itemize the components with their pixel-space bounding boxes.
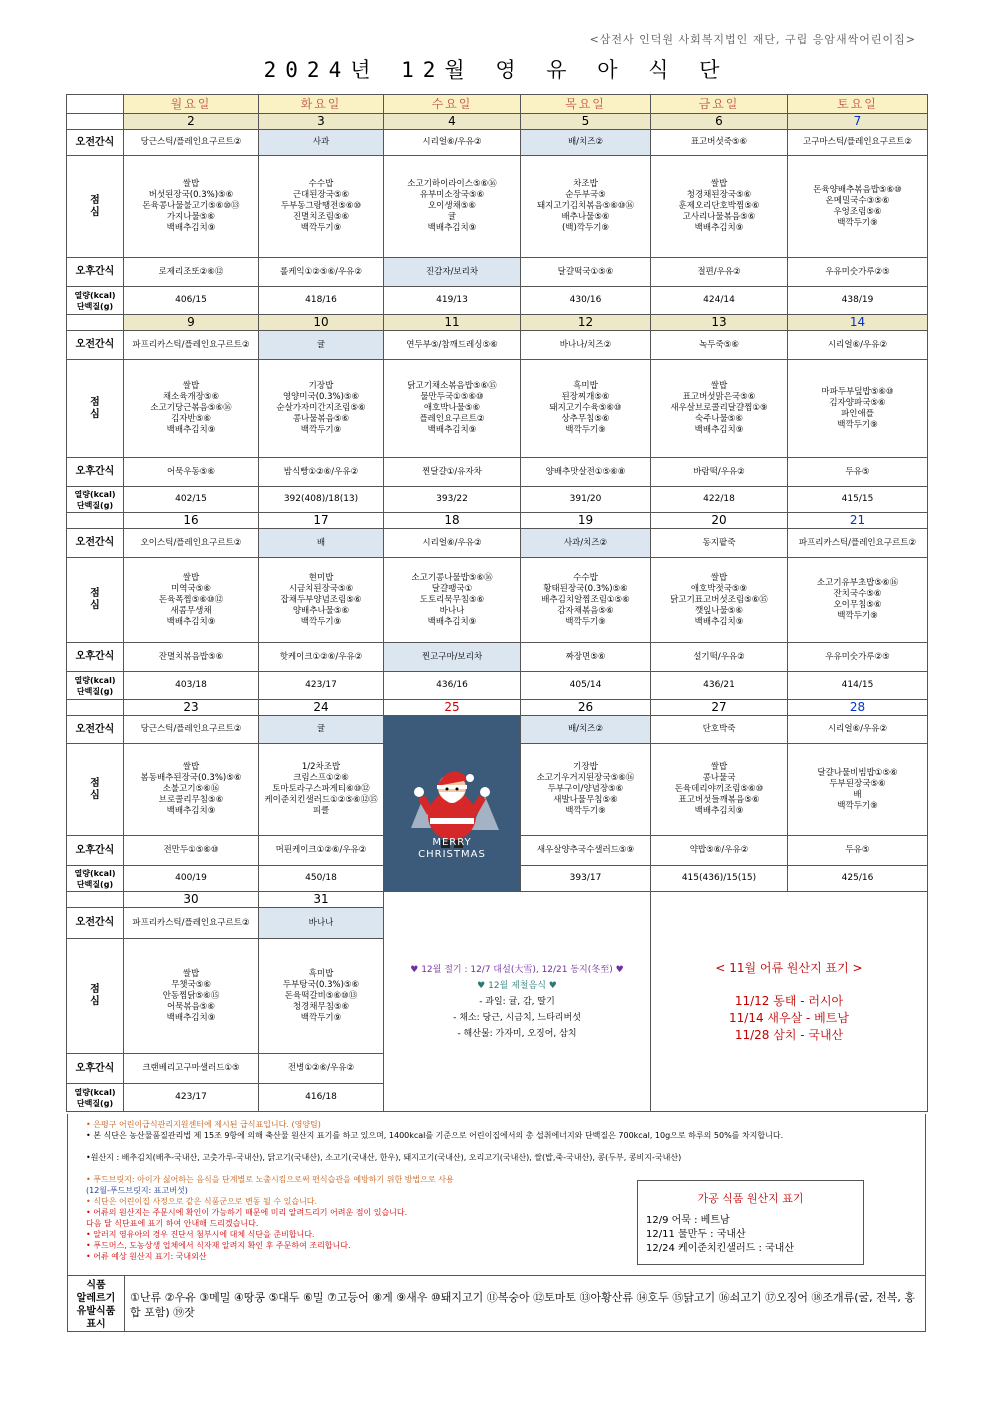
pm-snack-cell: 양배추맛살전①⑤⑥⑧: [521, 458, 651, 487]
lunch-label-1: 점: [90, 588, 100, 599]
pm-snack-cell: 잔멸치볶음밥⑤⑥: [124, 643, 259, 672]
date-cell: 4: [384, 114, 521, 130]
lunch-label: [67, 156, 124, 258]
date-cell: 18: [384, 513, 521, 529]
energy-cell: 393/17: [521, 866, 651, 892]
pm-snack-cell: 짜장면⑤⑥: [521, 643, 651, 672]
date-cell: 25: [384, 700, 521, 716]
am-snack-label: 오전간식: [67, 529, 124, 558]
holiday-text: MERRY CHRISTMAS: [418, 837, 486, 860]
am-snack-cell: 시리얼⑥/우유②: [384, 529, 521, 558]
fish-origin-item: 11/12 동태 - 러시아: [734, 993, 844, 1008]
lunch-cell: 1/2차조밥 크림스프①②⑥ 토마토라구스파게티⑥⑩⑫ 케이준치킨샐러드①②⑤⑥⑫⑮ 피클: [259, 744, 384, 836]
lunch-label-1: 점: [90, 777, 100, 789]
energy-cell: 414/15: [788, 672, 928, 700]
lunch-cell: 소고기유부초밥⑤⑥⑯ 잔치국수⑤⑥ 오이무침⑤⑥ 백깍두기⑨: [788, 558, 928, 643]
lunch-cell: 닭고기채소볶음밥⑤⑥⑮ 물만두국①⑤⑥⑩ 애호박나물⑤⑥ 플레인요구르트② 백배추김치⑨: [384, 360, 521, 458]
am-snack-cell: 사과: [259, 130, 384, 156]
energy-cell: 391/20: [521, 487, 651, 513]
am-snack-cell: 파프리카스틱/플레인요구르트②: [124, 908, 259, 939]
date-cell: 26: [521, 700, 651, 716]
lunch-cell: 소고기하이라이스⑤⑥⑯ 유부미소장국⑤⑥ 오이생채⑤⑥ 귤 백배추김치⑨: [384, 156, 521, 258]
lunch-label-2: 심: [90, 600, 100, 611]
energy-label: 열량(kcal) 단백질(g): [67, 672, 124, 700]
am-snack-cell: 바나나/치즈②: [521, 331, 651, 360]
day-header: 토요일: [788, 95, 928, 114]
pm-snack-label: 오후간식: [67, 1054, 124, 1084]
fish-origin-cell: [651, 892, 928, 1112]
pm-snack-cell: 진감자/보리차: [384, 258, 521, 287]
week-date-label: [67, 892, 124, 908]
pm-snack-cell: 두유⑤: [788, 458, 928, 487]
note-line: • 알러지 영유아의 경우 진단서 첨부시에 대체 식단을 준비합니다.: [86, 1230, 315, 1239]
energy-label: 열량(kcal) 단백질(g): [67, 487, 124, 513]
date-cell: 7: [788, 114, 928, 130]
pm-snack-label: 오후간식: [67, 836, 124, 866]
energy-cell: 405/14: [521, 672, 651, 700]
pm-snack-cell: 새우살양추국수샐러드⑤⑨: [521, 836, 651, 866]
christmas-holiday-cell: [384, 716, 521, 892]
lunch-cell: 쌀밥 채소육개장⑤⑥ 소고기당근볶음⑤⑥⑯ 김자반⑤⑥ 백배추김치⑨: [124, 360, 259, 458]
energy-cell: 422/18: [651, 487, 788, 513]
energy-cell: 392(408)/18(13): [259, 487, 384, 513]
lunch-label-1: 점: [90, 984, 100, 995]
am-snack-cell: 귤: [259, 716, 384, 744]
date-cell: 31: [259, 892, 384, 908]
lunch-cell: 차조밥 순두부국⑤ 돼지고기김치볶음⑤⑥⑩⑯ 배추나물⑤⑥ (백)깍두기⑨: [521, 156, 651, 258]
pm-snack-cell: 우유미숫가루②⑤: [788, 643, 928, 672]
note-line: •원산지 : 배추김치(배추-국내산, 고춧가루-국내산), 닭고기(국내산), 소고기(국내산, 한우), 돼지고기(국내산), 오리고기(국내산), 쌀(밥,죽-국내산), 콩(두부, 콩비지-국내산): [86, 1153, 682, 1162]
energy-cell: 402/15: [124, 487, 259, 513]
lunch-cell: 달걀나물비빔밥①⑤⑥ 두부된장국⑤⑥ 배 백깍두기⑨: [788, 744, 928, 836]
seasonal-food-item: - 채소: 당근, 시금치, 느타리버섯: [453, 1012, 581, 1023]
meal-table: [66, 94, 928, 1112]
am-snack-cell: 배/치즈②: [521, 716, 651, 744]
energy-cell: 419/13: [384, 287, 521, 315]
week-date-label: [67, 315, 124, 331]
date-cell: 12: [521, 315, 651, 331]
pm-snack-label: 오후간식: [67, 458, 124, 487]
am-snack-label: 오전간식: [67, 908, 124, 939]
lunch-label: [67, 558, 124, 643]
lunch-label-2: 심: [90, 789, 100, 801]
note-line: • 어류의 원산지는 주문시에 확인이 가능하기 때문에 미리 알려드리기 어려운 점이 있습니다.: [86, 1208, 408, 1217]
day-header: 목요일: [521, 95, 651, 114]
lunch-cell: 쌀밥 애호박젓국⑤⑨ 닭고기표고버섯조림⑤⑥⑮ 깻잎나물⑤⑥ 백배추김치⑨: [651, 558, 788, 643]
pm-snack-cell: 로제리조또②⑥⑫: [124, 258, 259, 287]
note-line: (12월-푸드브릿지: 표고버섯): [86, 1186, 188, 1195]
allergy-section: [67, 1275, 926, 1332]
lunch-label-2: 심: [90, 996, 100, 1007]
lunch-cell: 기장밥 영양미국(0.3%)⑤⑥ 순살가자미간지조림⑤⑥ 콩나물볶음⑤⑥ 백깍두기⑨: [259, 360, 384, 458]
lunch-cell: 쌀밥 표고버섯맑은국⑤⑥ 새우살브로콜리달걀찜①⑨ 숙주나물⑤⑥ 백배추김치⑨: [651, 360, 788, 458]
day-header: 수요일: [384, 95, 521, 114]
am-snack-cell: 당근스틱/플레인요구르트②: [124, 716, 259, 744]
lunch-label-2: 심: [90, 408, 100, 420]
pm-snack-cell: 두유⑤: [788, 836, 928, 866]
energy-cell: 438/19: [788, 287, 928, 315]
week-date-label: [67, 700, 124, 716]
energy-cell: 425/16: [788, 866, 928, 892]
lunch-cell: 흑미밥 된장찌개⑤⑥ 돼지고기수육⑤⑥⑩ 상추무침⑤⑥ 백깍두기⑨: [521, 360, 651, 458]
note-line: • 은평구 어린이급식관리지원센터에 제시된 급식표입니다. (영양팀): [86, 1120, 321, 1129]
lunch-cell: 수수밥 근대된장국⑤⑥ 두부동그랑땡전⑤⑥⑩ 진멸치조림⑤⑥ 백깍두기⑨: [259, 156, 384, 258]
date-cell: 14: [788, 315, 928, 331]
lunch-cell: 쌀밥 무챗국⑤⑥ 안동찜닭⑤⑥⑮ 어묵볶음⑤⑥ 백배추김치⑨: [124, 939, 259, 1054]
date-cell: 30: [124, 892, 259, 908]
seasonal-info-cell: [384, 892, 651, 1112]
lunch-cell: 돈육양배추볶음밥⑤⑥⑩ 온메밀국수③⑤⑥ 우엉조림⑤⑥ 백깍두기⑨: [788, 156, 928, 258]
am-snack-cell: 당근스틱/플레인요구르트②: [124, 130, 259, 156]
energy-cell: 423/17: [124, 1084, 259, 1112]
lunch-label-2: 심: [90, 206, 100, 218]
page-title: 2024년 12월 영 유 아 식 단: [263, 58, 729, 82]
pm-snack-cell: 약밥⑤⑥/우유②: [651, 836, 788, 866]
lunch-label: [67, 360, 124, 458]
am-snack-cell: 녹두죽⑤⑥: [651, 331, 788, 360]
lunch-label-1: 점: [90, 396, 100, 408]
organization-name: <삼전사 인덕원 사회복지법인 재단, 구립 응암새싹어린이집>: [589, 33, 916, 46]
date-cell: 17: [259, 513, 384, 529]
lunch-label: [67, 744, 124, 836]
date-cell: 11: [384, 315, 521, 331]
week-date-label: [67, 114, 124, 130]
allergy-list: ①난류 ②우유 ③메밀 ④땅콩 ⑤대두 ⑥밀 ⑦고등어 ⑧게 ⑨새우 ⑩돼지고기 ⑪복숭아 ⑫토마토 ⑬아황산류 ⑭호두 ⑮닭고기 ⑯쇠고기 ⑰오징어 ⑱조개류(굴, 전복, 홍합 포함) ⑲잣: [130, 1291, 916, 1319]
processed-item: 12/9 어묵 : 베트남: [646, 1215, 730, 1226]
am-snack-cell: 파프리카스틱/플레인요구르트②: [124, 331, 259, 360]
energy-cell: 415(436)/15(15): [651, 866, 788, 892]
note-line: • 어류 예상 원산지 표기: 국내외산: [86, 1252, 207, 1261]
date-cell: 16: [124, 513, 259, 529]
processed-item: 12/11 물만두 : 국내산: [646, 1229, 746, 1240]
am-snack-cell: 배: [259, 529, 384, 558]
date-cell: 24: [259, 700, 384, 716]
lunch-cell: 현미밥 시금치된장국⑤⑥ 잡채두부양념조림⑤⑥ 양배추나물⑤⑥ 백깍두기⑨: [259, 558, 384, 643]
processed-food-origin-box: [637, 1180, 864, 1265]
am-snack-cell: 단호박죽: [651, 716, 788, 744]
lunch-cell: 쌀밥 청경채된장국⑤⑥ 훈제오리단호박찜⑤⑥ 고사리나물볶음⑤⑥ 백배추김치⑨: [651, 156, 788, 258]
note-line: • 푸드머스, 도농상생 업체에서 식자재 알려지 확인 후 주문하여 조리합니다.: [86, 1241, 351, 1250]
date-cell: 28: [788, 700, 928, 716]
energy-cell: 436/21: [651, 672, 788, 700]
lunch-cell: 마파두부덮밥⑤⑥⑩ 김자양파국⑤⑥ 파인애플 백깍두기⑨: [788, 360, 928, 458]
day-header: 금요일: [651, 95, 788, 114]
pm-snack-cell: 달걀떡국①⑤⑥: [521, 258, 651, 287]
pm-snack-cell: 설기떡/우유②: [651, 643, 788, 672]
energy-label: 열량(kcal) 단백질(g): [67, 866, 124, 892]
energy-cell: 450/18: [259, 866, 384, 892]
energy-cell: 423/17: [259, 672, 384, 700]
lunch-cell: 쌀밥 미역국⑤⑥ 돈육폭찜⑤⑥⑩⑫ 새콤무생채 백배추김치⑨: [124, 558, 259, 643]
date-cell: 13: [651, 315, 788, 331]
processed-item: 12/24 케이준치킨샐러드 : 국내산: [646, 1243, 794, 1254]
pm-snack-cell: 밤식빵①②⑥/우유②: [259, 458, 384, 487]
lunch-label: [67, 939, 124, 1054]
am-snack-cell: 배/치즈②: [521, 130, 651, 156]
am-snack-cell: 표고버섯죽⑤⑥: [651, 130, 788, 156]
energy-label: 열량(kcal) 단백질(g): [67, 287, 124, 315]
am-snack-cell: 바나나: [259, 908, 384, 939]
energy-cell: 418/16: [259, 287, 384, 315]
energy-cell: 424/14: [651, 287, 788, 315]
date-cell: 10: [259, 315, 384, 331]
am-snack-cell: 시리얼⑥/우유②: [384, 130, 521, 156]
pm-snack-cell: 우유미숫가루②⑤: [788, 258, 928, 287]
pm-snack-cell: 절편/우유②: [651, 258, 788, 287]
energy-cell: 400/19: [124, 866, 259, 892]
pm-snack-cell: 어묵우동⑤⑥: [124, 458, 259, 487]
seasonal-terms: ♥ 12월 절기 : 12/7 대설(大雪), 12/21 동지(冬至) ♥: [410, 964, 624, 975]
energy-cell: 436/16: [384, 672, 521, 700]
energy-cell: 403/18: [124, 672, 259, 700]
date-cell: 6: [651, 114, 788, 130]
date-cell: 2: [124, 114, 259, 130]
corner-cell: [67, 95, 124, 114]
pm-snack-cell: 전병①②⑥/우유②: [259, 1054, 384, 1084]
am-snack-cell: 연두부⑤/참깨드레싱⑤⑥: [384, 331, 521, 360]
energy-cell: 393/22: [384, 487, 521, 513]
pm-snack-cell: 찐달걀①/유자차: [384, 458, 521, 487]
pm-snack-cell: 바람떡/우유②: [651, 458, 788, 487]
pm-snack-cell: 전만두①⑤⑥⑩: [124, 836, 259, 866]
lunch-cell: 흑미밥 두부탕국(0.3%)⑤⑥ 돈육떡갈비⑤⑥⑩⑬ 청경채무침⑤⑥ 백깍두기⑨: [259, 939, 384, 1054]
note-line: • 푸드브릿지: 아이가 싫어하는 음식을 단계별로 노출시킴으로써 편식습관을 예방하기 위한 방법으로 사용: [86, 1175, 454, 1184]
am-snack-cell: 동지팥죽: [651, 529, 788, 558]
day-header: 화요일: [259, 95, 384, 114]
pm-snack-cell: 머핀케이크①②⑥/우유②: [259, 836, 384, 866]
note-line: 다음 달 식단표에 표기 하여 안내해 드리겠습니다.: [86, 1219, 259, 1228]
lunch-cell: 소고기콩나물밥⑤⑥⑯ 달걀팽국① 도토리묵무침⑤⑥ 바나나 백배추김치⑨: [384, 558, 521, 643]
note-line: • 본 식단은 농산물품질관리법 제 15조 9항에 의해 축산물 원산지 표기를 하고 있으며, 1400kcal를 기준으로 어린이집에서의 총 섭취에너지와 단백질은 700kcal, 10g으로 하루의 50%를 차지합니다.: [86, 1131, 784, 1140]
seasonal-food-item: - 과일: 귤, 감, 딸기: [479, 996, 555, 1007]
fish-origin-item: 11/28 삼치 - 국내산: [734, 1027, 844, 1042]
date-cell: 27: [651, 700, 788, 716]
energy-cell: 416/18: [259, 1084, 384, 1112]
date-cell: 19: [521, 513, 651, 529]
am-snack-cell: 귤: [259, 331, 384, 360]
pm-snack-cell: 크랜베리고구마샐러드①⑤: [124, 1054, 259, 1084]
date-cell: 9: [124, 315, 259, 331]
date-cell: 21: [788, 513, 928, 529]
energy-cell: 415/15: [788, 487, 928, 513]
note-line: • 식단은 어린이집 사정으로 같은 식품군으로 변동 될 수 있습니다.: [86, 1197, 318, 1206]
am-snack-cell: 시리얼⑥/우유②: [788, 716, 928, 744]
fish-origin-title: < 11월 어류 원산지 표기 >: [715, 960, 863, 975]
date-cell: 3: [259, 114, 384, 130]
lunch-cell: 기장밥 소고기우거지된장국⑤⑥⑯ 두부구이/양념장⑤⑥ 새발나물무침⑤⑥ 백깍두기⑨: [521, 744, 651, 836]
am-snack-cell: 파프리카스틱/플레인요구르트②: [788, 529, 928, 558]
pm-snack-cell: 찐고구마/보리차: [384, 643, 521, 672]
am-snack-label: 오전간식: [67, 716, 124, 744]
pm-snack-label: 오후간식: [67, 258, 124, 287]
am-snack-cell: 사과/치즈②: [521, 529, 651, 558]
lunch-cell: 쌀밥 봄동배추된장국(0.3%)⑤⑥ 소불고기⑤⑥⑯ 브로콜리무침⑤⑥ 백배추김치⑨: [124, 744, 259, 836]
pm-snack-cell: 핫케이크①②⑥/우유②: [259, 643, 384, 672]
am-snack-cell: 오이스틱/플레인요구르트②: [124, 529, 259, 558]
am-snack-cell: 고구마스틱/플레인요구르트②: [788, 130, 928, 156]
seasonal-food-item: - 해산물: 가자미, 오징어, 삼치: [457, 1028, 577, 1039]
date-cell: 23: [124, 700, 259, 716]
lunch-label-1: 점: [90, 194, 100, 206]
allergy-header: 식품 알레르기 유발식품 표시: [68, 1276, 125, 1331]
fish-origin-item: 11/14 새우살 - 베트남: [729, 1010, 849, 1025]
energy-cell: 406/15: [124, 287, 259, 315]
seasonal-food-title: ♥ 12월 제철음식 ♥: [477, 980, 557, 991]
am-snack-cell: 시리얼⑥/우유②: [788, 331, 928, 360]
day-header: 월요일: [124, 95, 259, 114]
am-snack-label: 오전간식: [67, 331, 124, 360]
energy-label: 열량(kcal) 단백질(g): [67, 1084, 124, 1112]
lunch-cell: 수수밥 황태된장국(0.3%)⑤⑥ 배추김치알찜조림①⑤⑥ 감자채볶음⑤⑥ 백깍두기⑨: [521, 558, 651, 643]
pm-snack-cell: 롤케익①②⑤⑥/우유②: [259, 258, 384, 287]
date-cell: 5: [521, 114, 651, 130]
am-snack-label: 오전간식: [67, 130, 124, 156]
date-cell: 20: [651, 513, 788, 529]
lunch-cell: 쌀밥 버섯된장국(0.3%)⑤⑥ 돈육콩나물불고기⑤⑥⑩⑬ 가지나물⑤⑥ 백배추김치⑨: [124, 156, 259, 258]
pm-snack-label: 오후간식: [67, 643, 124, 672]
week-date-label: [67, 513, 124, 529]
processed-title: 가공 식품 원산지 표기: [697, 1192, 804, 1205]
energy-cell: 430/16: [521, 287, 651, 315]
lunch-cell: 쌀밥 콩나물국 돈육데리야끼조림⑤⑥⑩ 표고버섯들깨볶음⑤⑥ 백배추김치⑨: [651, 744, 788, 836]
